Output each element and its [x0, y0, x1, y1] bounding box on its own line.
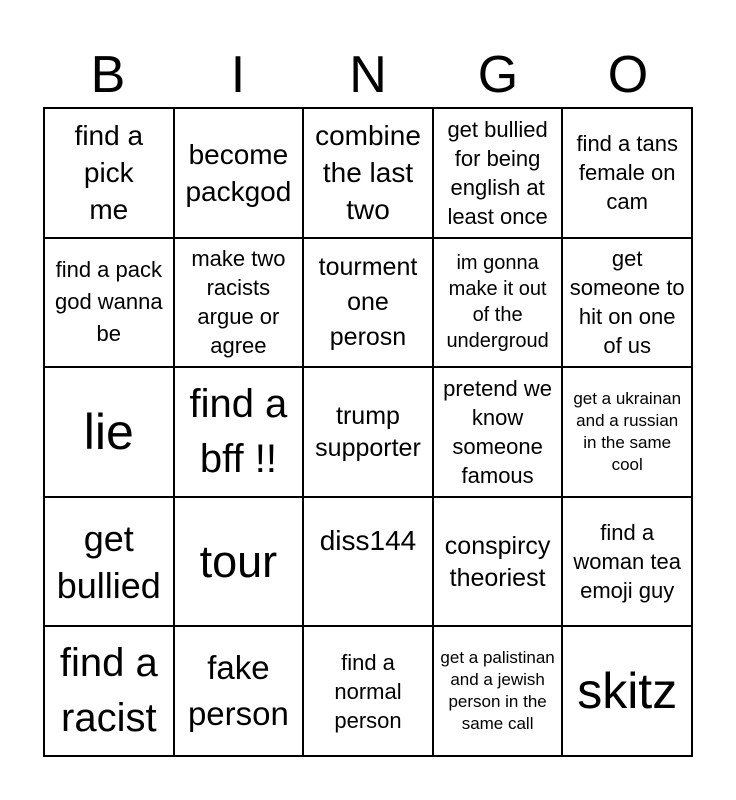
- bingo-header: [43, 40, 693, 110]
- bingo-cell[interactable]: [433, 626, 563, 756]
- cell-text: combine the last two: [315, 120, 421, 226]
- cell-text: make two racists argue or agree: [191, 246, 286, 359]
- bingo-cell[interactable]: [303, 108, 433, 238]
- cell-text: become packgod: [185, 138, 292, 207]
- bingo-cell[interactable]: [174, 497, 304, 627]
- cell-text: find a pick me: [74, 120, 144, 226]
- cell-text: get a ukrainan and a russian in the same cool: [573, 388, 682, 474]
- bingo-cell[interactable]: [433, 367, 563, 497]
- bingo-cell[interactable]: [562, 367, 692, 497]
- cell-text: find a pack god wanna be: [54, 257, 163, 347]
- cell-text: get a palistinan and a jewish person in the same call: [440, 648, 555, 734]
- bingo-cell[interactable]: [562, 108, 692, 238]
- bingo-cell[interactable]: [562, 497, 692, 627]
- cell-text: trump supporter: [315, 401, 421, 462]
- header-letter-o: O: [607, 46, 649, 104]
- bingo-cell[interactable]: [433, 108, 563, 238]
- bingo-cell[interactable]: [174, 626, 304, 756]
- cell-text: find a tans female on cam: [576, 131, 678, 215]
- header-letter-n: N: [349, 46, 387, 104]
- bingo-cell[interactable]: [433, 238, 563, 368]
- bingo-cell[interactable]: [562, 626, 692, 756]
- bingo-cell[interactable]: [562, 238, 692, 368]
- cell-text: lie: [83, 403, 134, 460]
- cell-text: pretend we know someone famous: [443, 375, 553, 488]
- cell-text: find a bff !!: [189, 381, 288, 481]
- bingo-cell[interactable]: [303, 497, 433, 627]
- header-letter-i: I: [230, 46, 246, 104]
- bingo-cell[interactable]: [44, 238, 174, 368]
- bingo-cell[interactable]: [174, 238, 304, 368]
- cell-text: get bullied for being english at least once: [447, 116, 548, 229]
- bingo-cell[interactable]: [174, 367, 304, 497]
- bingo-cell[interactable]: [303, 626, 433, 756]
- bingo-board: [43, 107, 693, 757]
- header-letter-b: B: [90, 46, 126, 104]
- bingo-cell[interactable]: [303, 367, 433, 497]
- cell-text: find a racist: [59, 641, 158, 741]
- bingo-cell[interactable]: [44, 367, 174, 497]
- cell-text: fake person: [187, 649, 289, 733]
- cell-text: get someone to hit on one of us: [569, 246, 685, 359]
- bingo-cell[interactable]: [44, 497, 174, 627]
- bingo-cell[interactable]: [433, 497, 563, 627]
- bingo-cell[interactable]: [303, 238, 433, 368]
- cell-text: im gonna make it out of the undergroud: [446, 252, 549, 353]
- cell-text: get bullied: [56, 517, 161, 606]
- bingo-cell[interactable]: [44, 108, 174, 238]
- cell-text: find a woman tea emoji guy: [573, 520, 681, 604]
- header-letter-g: G: [477, 46, 519, 104]
- bingo-cell[interactable]: [44, 626, 174, 756]
- cell-text: find a normal person: [334, 649, 402, 733]
- cell-text: tour: [199, 535, 278, 587]
- cell-text: tourment one perosn: [318, 252, 418, 351]
- bingo-cell[interactable]: [174, 108, 304, 238]
- cell-text: skitz: [577, 663, 678, 720]
- cell-text: conspircy theoriest: [444, 531, 551, 592]
- cell-text: diss144: [319, 524, 417, 556]
